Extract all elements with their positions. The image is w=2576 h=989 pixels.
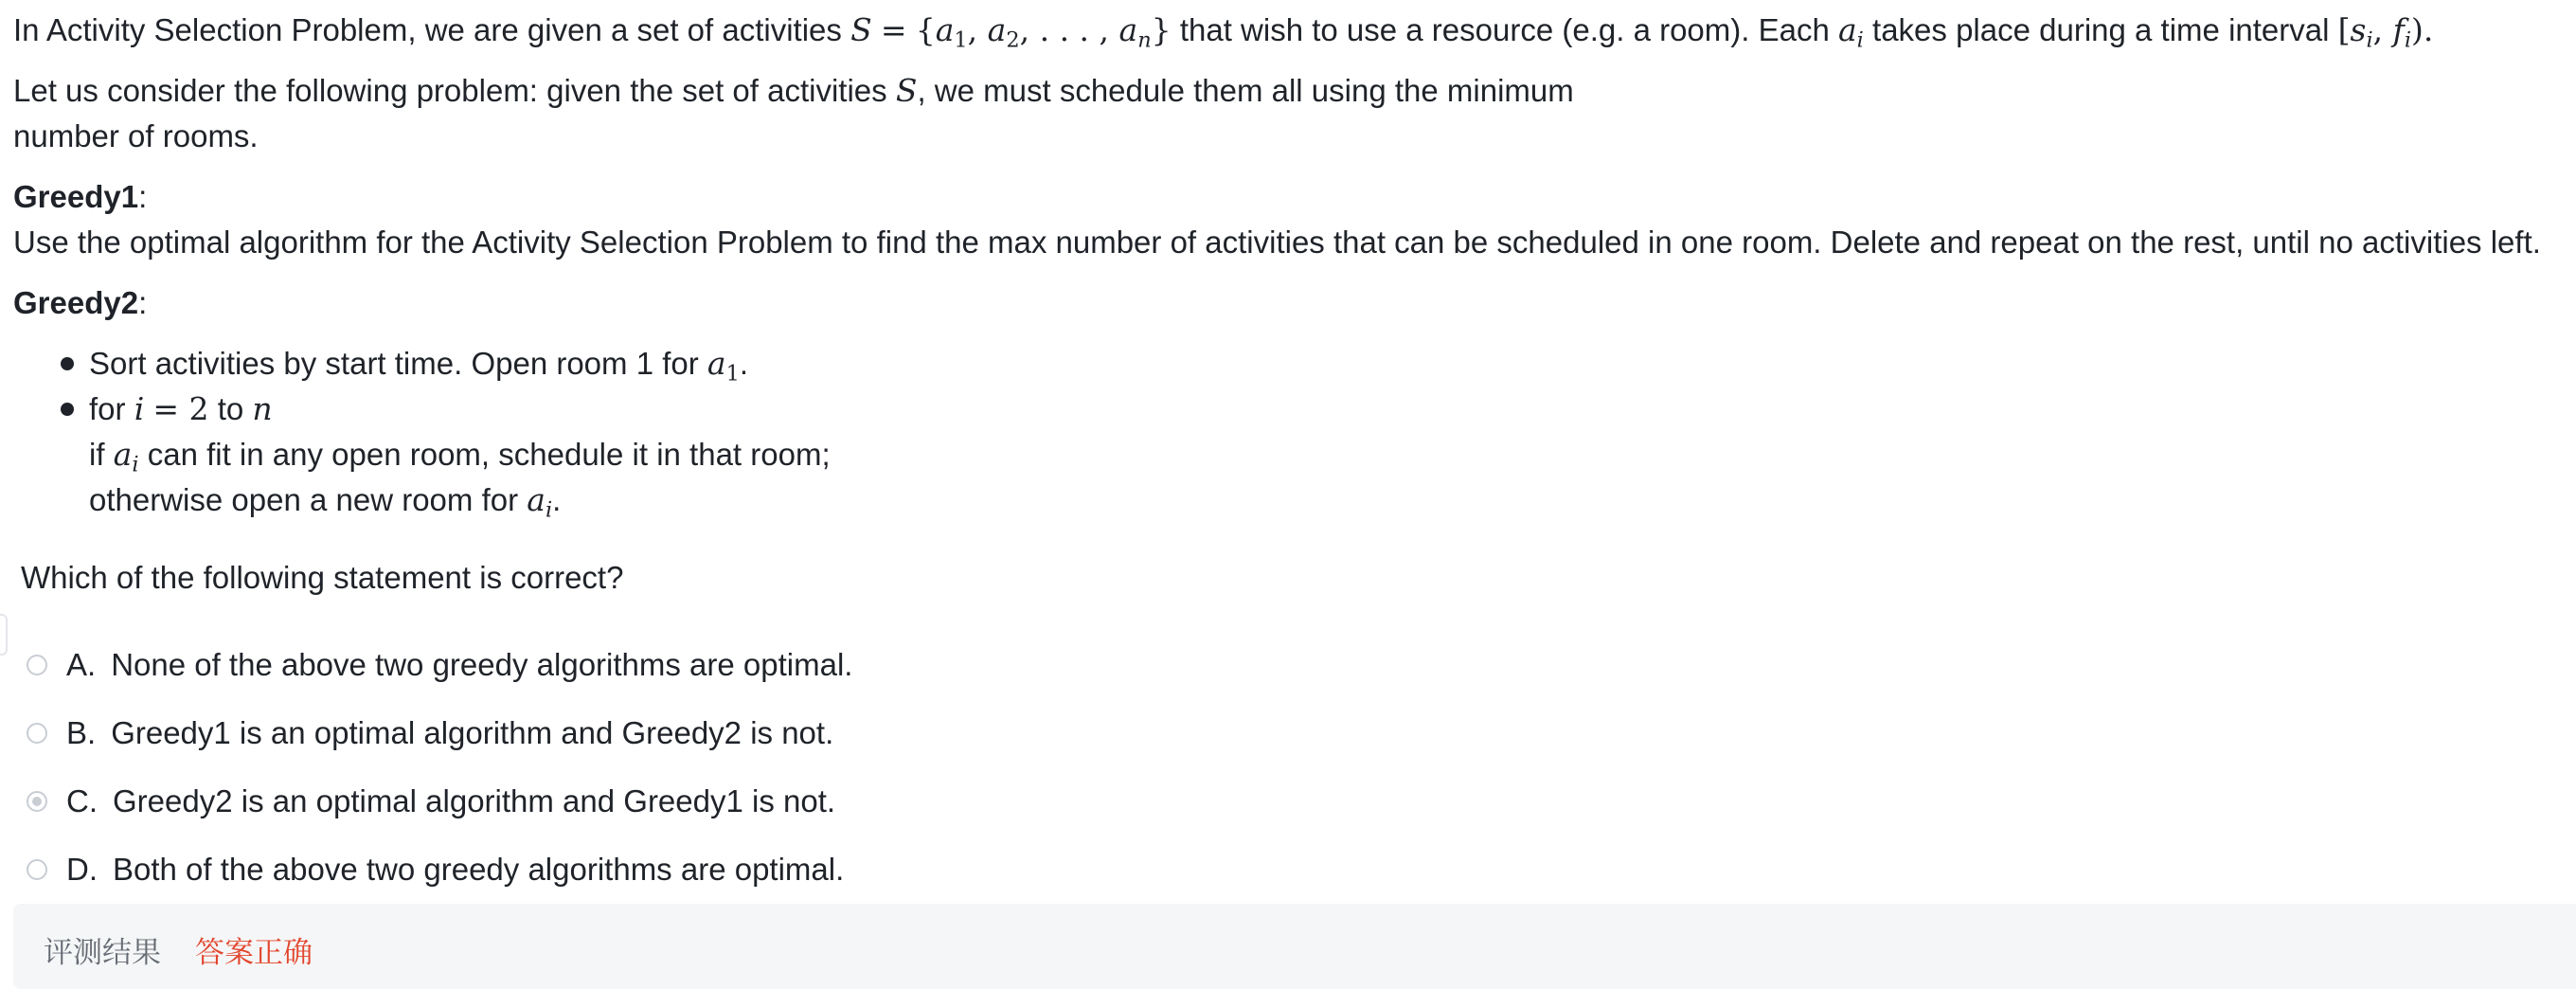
- radio-a[interactable]: [27, 655, 47, 675]
- bullet-dot: [61, 357, 74, 370]
- greedy1-colon: :: [138, 179, 148, 214]
- greedy2-step-if: if $a_i$ can fit in any open room, schedule it in that room;: [89, 436, 831, 477]
- result-label: 评测结果: [44, 936, 161, 969]
- problem-text-2: , we must schedule them all using the minimum: [917, 73, 1574, 108]
- option-a-key: A.: [66, 647, 97, 682]
- question-text: Which of the following statement is correct?: [21, 560, 624, 595]
- option-a[interactable]: [27, 642, 852, 688]
- option-c[interactable]: [27, 779, 835, 824]
- greedy2-step1-text: Sort activities by start time. Open room 1 for: [89, 346, 707, 381]
- option-c-text: Greedy2 is an optimal algorithm and Greedy1 is not.: [113, 783, 836, 818]
- greedy2-if-text-2: can fit in any open room, schedule it in that room;: [138, 437, 831, 472]
- greedy2-if-text: if: [89, 437, 114, 472]
- problem-text-1: Let us consider the following problem: given the set of activities: [13, 73, 896, 108]
- greedy2-colon: :: [138, 285, 148, 320]
- greedy1-heading: [13, 174, 147, 220]
- greedy2-to-text: to: [208, 391, 253, 426]
- option-d-key: D.: [66, 852, 98, 887]
- result-status: 答案正确: [195, 936, 313, 969]
- greedy2-title: Greedy2: [13, 285, 139, 320]
- intro-text-3: takes place during a time interval: [1863, 12, 2338, 47]
- intro-text-2: that wish to use a resource (e.g. a room). Each: [1171, 12, 1838, 47]
- option-a-text: None of the above two greedy algorithms are optimal.: [111, 647, 853, 682]
- problem-paragraph: Let us consider the following problem: given the set of activities S, we must schedule them all using the minimum: [13, 72, 1574, 109]
- greedy2-heading: [13, 280, 147, 326]
- greedy1-description: Use the optimal algorithm for the Activity Selection Problem to find the max number of activities that can be scheduled in one room. Delete and repeat on the rest, until no activities left.: [13, 225, 2541, 260]
- greedy2-else-text: otherwise open a new room for: [89, 482, 528, 517]
- result-panel: [13, 904, 2576, 989]
- left-edge-handle: [0, 614, 8, 656]
- intro-text-1: In Activity Selection Problem, we are given a set of activities: [13, 12, 851, 47]
- greedy2-step-loop: for i = 2 to n: [89, 390, 273, 427]
- option-b-text: Greedy1 is an optimal algorithm and Greedy2 is not.: [111, 715, 834, 750]
- bullet-dot: [61, 403, 74, 416]
- greedy2-step-else: otherwise open a new room for $a_i$.: [89, 481, 562, 523]
- radio-c[interactable]: [27, 791, 47, 812]
- option-b[interactable]: [27, 710, 833, 756]
- option-c-key: C.: [66, 783, 98, 818]
- radio-b[interactable]: [27, 723, 47, 744]
- greedy2-for-text: for: [89, 391, 134, 426]
- intro-paragraph: In Activity Selection Problem, we are given a set of activities $S = \{a_1$, $a_2$, . . . , $a_n$} that wish to use a resource (e.g. a room). Each $a_i$ takes place during a time interval [$s_i$, $f_i$).: [13, 11, 2434, 53]
- greedy2-step-sort: Sort activities by start time. Open room 1 for $a_1$.: [89, 345, 749, 387]
- greedy1-title: Greedy1: [13, 179, 139, 214]
- option-d-text: Both of the above two greedy algorithms are optimal.: [113, 852, 845, 887]
- problem-paragraph-cont: number of rooms.: [13, 118, 259, 153]
- option-b-key: B.: [66, 715, 97, 750]
- option-d[interactable]: [27, 847, 844, 892]
- radio-d[interactable]: [27, 859, 47, 880]
